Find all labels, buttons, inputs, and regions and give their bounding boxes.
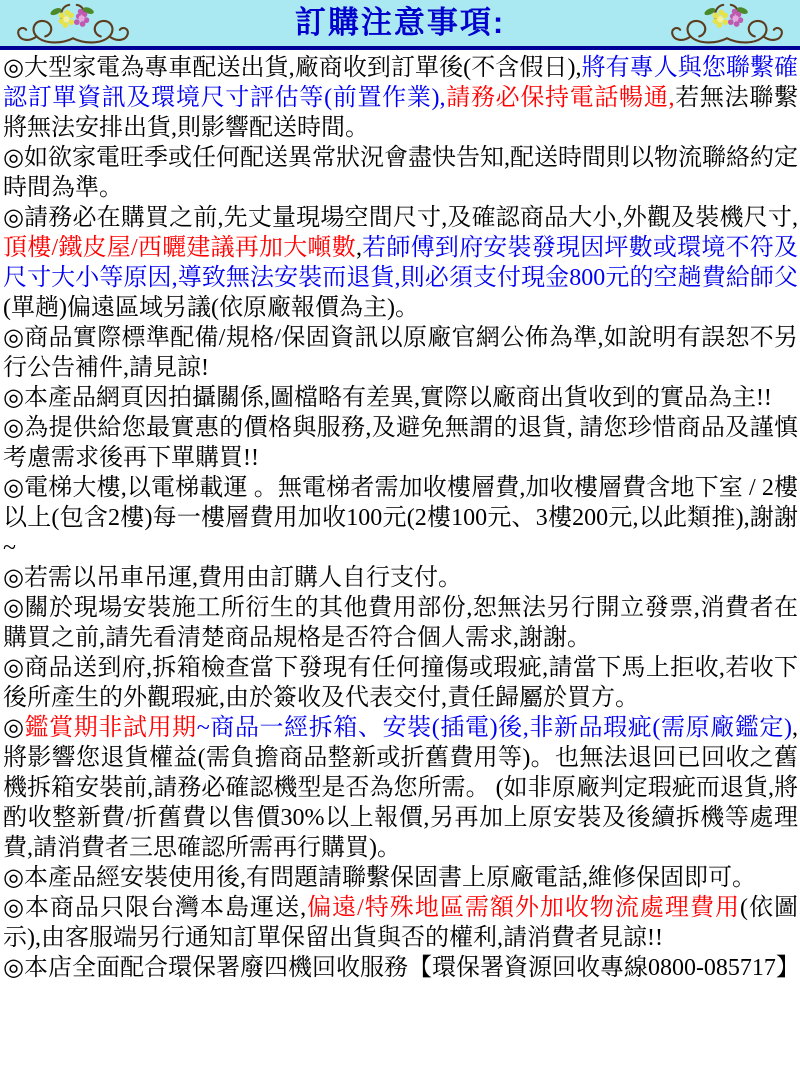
notice-paragraph — [3, 53, 798, 143]
text-segment-black: ◎商品實際標準配備/規格/保固資訊以原廠官網公佈為準,如說明有誤恕不另行公告補件,請見諒! — [3, 325, 798, 381]
text-segment-black: ◎本商品只限台灣本島運送, — [3, 895, 307, 921]
text-segment-black: , — [355, 235, 362, 261]
notice-paragraph — [3, 473, 798, 563]
text-segment-black: ◎關於現場安裝施工所衍生的其他費用部份,恕無法另行開立發票,消費者在購買之前,請先看清楚商品規格是否符合個人需求,謝謝。 — [3, 595, 798, 651]
notice-paragraph — [3, 953, 798, 983]
notice-paragraph — [3, 563, 798, 593]
text-segment-black: ◎本產品經安裝使用後,有問題請聯繫保固書上原廠電話,維修保固即可。 — [3, 865, 756, 891]
text-segment-black: ,將影響您退貨權益(需負擔商品整新或折舊費用等)。也無法退回已回收之舊機拆箱安裝前,請務必確認機型是否為您所需。 (如非原廠判定瑕疵而退貨,將酌收整新費/折舊費以售價30%以上報價,另再加上原安裝及後續拆機等處理費,請消費者三思確認所需再行購買)。 — [3, 715, 798, 861]
text-segment-black: 若無法聯繫將無法安排出貨,則影響配送時間。 — [3, 85, 799, 141]
text-segment-black: ◎為提供給您最實惠的價格與服務,及避免無謂的退貨, 請您珍惜商品及謹慎考慮需求後再下單購買!! — [3, 415, 798, 471]
notice-paragraph — [3, 893, 798, 953]
notice-paragraph — [3, 593, 798, 653]
text-segment-blue: ~商品一經拆箱、安裝(插電)後,非新品瑕疵(需原廠鑑定) — [196, 715, 792, 741]
notice-paragraph — [3, 203, 798, 323]
text-segment-blue: 若師傅到府安裝發現因坪數或環境不符及尺寸大小等原因,導致無法安裝而退貨,則必須支付現金800元的空趟費給師父 — [3, 235, 799, 291]
text-segment-black: ◎本產品網頁因拍攝關係,圖檔略有差異,實際以廠商出貨收到的實品為主!! — [3, 385, 772, 411]
notice-body — [0, 50, 800, 989]
text-segment-black: (單趟)偏遠區域另議(依原廠報價為主)。 — [3, 295, 419, 321]
page-title: 訂購注意事項: — [294, 5, 506, 40]
text-segment-black: ◎若需以吊車吊運,費用由訂購人自行支付。 — [3, 565, 462, 591]
flower-flourish-icon — [668, 2, 786, 46]
text-segment-black: ◎商品送到府,拆箱檢查當下發現有任何撞傷或瑕疵,請當下馬上拒收,若收下後所產生的外觀瑕疵,由於簽收及代表交付,責任歸屬於買方。 — [3, 655, 798, 711]
text-segment-red: 請務必保持電話暢通, — [445, 85, 675, 111]
notice-paragraph — [3, 413, 798, 473]
notice-paragraph — [3, 713, 798, 863]
text-segment-red: 鑑賞期非試用期 — [24, 715, 197, 741]
notice-paragraph — [3, 323, 798, 383]
text-segment-black: ◎本店全面配合環保署廢四機回收服務【環保署資源回收專線0800-085717】 — [3, 955, 800, 981]
notice-paragraph — [3, 143, 798, 203]
text-segment-black: (依圖示),由客服端另行通知訂單保留出貨與否的權利,請消費者見諒!! — [3, 895, 798, 951]
text-segment-black: ◎請務必在購買之前,先丈量現場空間尺寸,及確認商品大小,外觀及裝機尺寸, — [3, 205, 798, 231]
text-segment-black: ◎大型家電為專車配送出貨,廠商收到訂單後(不含假日), — [3, 55, 582, 81]
page-header — [0, 0, 800, 50]
text-segment-black: ◎電梯大樓,以電梯載運 。無電梯者需加收樓層費,加收樓層費含地下室 / 2樓以上(包含2樓)每一樓層費用加收100元(2樓100元、3樓200元,以此類推),謝謝~ — [3, 475, 798, 561]
text-segment-blue: 將有專人與您聯繫確認訂單資訊及環境尺寸評估等(前置作業), — [3, 55, 798, 111]
text-segment-red: 頂樓/鐵皮屋/西曬建議再加大噸數 — [3, 235, 356, 261]
text-segment-black: ◎ — [3, 715, 25, 741]
text-segment-red: 偏遠/特殊地區需額外加收物流處理費用 — [306, 895, 740, 921]
text-segment-black: ◎如欲家電旺季或任何配送異常狀況會盡快告知,配送時間則以物流聯絡約定時間為準。 — [3, 145, 798, 201]
notice-paragraph — [3, 653, 798, 713]
notice-paragraph — [3, 383, 798, 413]
notice-paragraph — [3, 863, 798, 893]
flower-flourish-icon — [14, 2, 132, 46]
